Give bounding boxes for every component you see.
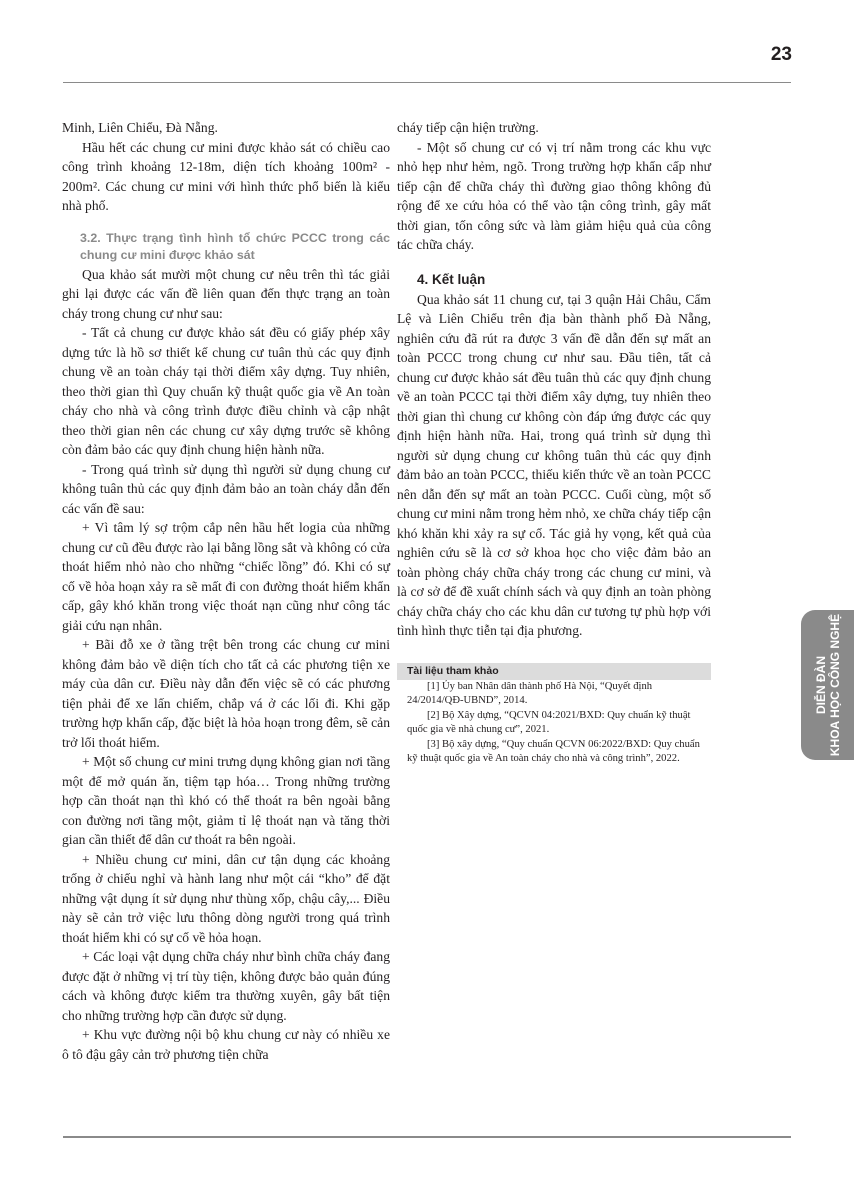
section-side-tab: [801, 610, 854, 760]
paragraph: + Bãi đỗ xe ở tầng trệt bên trong các chung cư mini không đảm bảo về diện tích cho tất cả các phương tiện xe máy của dân cư. Điều này dẫn đến việc sẽ có các phương tiện phải để xe lấn chiếm, chắp vá ở các lối đi. Khi gặp trường hợp khẩn cấp, đặc biệt là hỏa hoạn trong đêm, sẽ cản trở lối thoát hiểm.: [62, 637, 390, 750]
reference-item: [1] Ủy ban Nhân dân thành phố Hà Nội, “Quyết định 24/2014/QĐ-UBND”, 2014.: [407, 680, 653, 707]
paragraph: - Trong quá trình sử dụng thì người sử dụng chung cư không tuân thủ các quy định đảm bảo an toàn cháy dẫn đến các vấn đề sau:: [62, 461, 390, 516]
paragraph: Qua khảo sát mười một chung cư nêu trên thì tác giải ghi lại được các vấn đề liên quan đến thực trạng an toàn cháy trong chung cư như sau:: [62, 266, 390, 321]
reference-item: [3] Bộ xây dựng, “Quy chuẩn QCVN 06:2022/BXD: Quy chuẩn kỹ thuật quốc gia về An toàn cháy cho nhà và công trình”, 2022.: [407, 738, 700, 765]
side-tab-line: KHOA HỌC CÔNG NGHỆ: [827, 613, 842, 757]
paragraph: Hầu hết các chung cư mini được khảo sát có chiều cao công trình khoảng 12-18m, diện tích khoảng 100m² - 200m². Các chung cư mini với hình thức phổ biến là kiểu nhà phố.: [62, 139, 390, 213]
paragraph: Qua khảo sát 11 chung cư, tại 3 quận Hải Châu, Cẩm Lệ và Liên Chiểu trên địa bàn thành phố Đà Nẵng, nghiên cứu đã rút ra được 3 vấn đề dẫn đến sự mất an toàn PCCC trong chung cư như sau. Đầu tiên, tất cả chung cư được khảo sát đều tuân thủ các quy định chung về an toàn PCCC tại thời điểm xây dựng, tuy nhiên theo thời gian thì chung cư không còn đáp ứng được các quy định hiện hành nữa. Hai, trong quá trình sử dụng thì người sử dụng chung cư không tuân thủ các quy định đảm bảo an toàn PCCC, thiếu kiến thức về an toàn PCCC nên dẫn đến sự mất an toàn PCCC. Cuối cùng, một số chung cư mini nằm trong hẻm nhỏ, xe chữa cháy tiếp cận khó khăn khi xảy ra sự cố. Tác giả hy vọng, kết quả của nghiên cứu sẽ là cơ sở khoa học cho việc đảm bảo an toàn phòng cháy chữa cháy trong các chung cư mini, và là cơ sở để đề xuất chính sách và quy định an toàn phòng cháy chữa cháy cho các khu dân cư tương tự phù hợp với tình hình thực tiễn tại địa phương.: [397, 291, 711, 638]
paragraph: - Tất cả chung cư được khảo sát đều có giấy phép xây dựng tức là hồ sơ thiết kế chung cư tuân thủ các quy định chung về an toàn cháy tại thời điểm xây dựng. Tuy nhiên, theo thời gian thì Quy chuẩn kỹ thuật quốc gia về An toàn cháy cho nhà và công trình được điều chỉnh và cập nhật theo thời gian nên các chung cư xây dựng trước sẽ không còn đảm bảo các quy định chung hiện hành nữa.: [62, 325, 390, 457]
footer-divider: [63, 1136, 791, 1138]
paragraph: + Các loại vật dụng chữa cháy như bình chữa cháy đang được đặt ở những vị trí tùy tiện, không được bảo quản đúng cách và không được kiểm tra thường xuyên, gây bất tiện cho những trường hợp cần được sử dụng.: [62, 949, 390, 1023]
subsection-heading: 3.2. Thực trạng tình hình tổ chức PCCC trong các chung cư mini được khảo sát: [80, 230, 390, 262]
header-divider: [63, 82, 791, 83]
paragraph: + Nhiều chung cư mini, dân cư tận dụng các khoảng trống ở chiếu nghỉ và hành lang như một cái “kho” để đặt những vật dụng ít sử dụng như thùng xốp, chậu cây,... Điều này sẽ cản trở việc lưu thông dòng người trong quá trình thoát hiểm khi có sự cố về hỏa hoạn.: [62, 851, 390, 945]
paragraph: cháy tiếp cận hiện trường.: [397, 120, 539, 135]
section-heading: 4. Kết luận: [417, 271, 486, 287]
reference-item: [2] Bộ Xây dựng, “QCVN 04:2021/BXD: Quy chuẩn kỹ thuật quốc gia về nhà chung cư”, 2021.: [407, 709, 691, 736]
references-title: Tài liệu tham khảo: [397, 663, 711, 680]
paragraph: + Một số chung cư mini trưng dụng không gian nơi tầng một để mở quán ăn, tiệm tạp hóa… Trong những trường hợp cần thoát nạn thì khó có thể thoát ra bên ngoài bằng con đường nơi tầng một, giảm tỉ lệ thoát nạn và tăng thời gian cần thiết để dân cư thoát ra bên ngoài.: [62, 754, 390, 847]
paragraph: Minh, Liên Chiểu, Đà Nẵng.: [62, 120, 218, 135]
side-tab-line: DIỄN ĐÀN: [813, 655, 828, 715]
paragraph: + Khu vực đường nội bộ khu chung cư này có nhiều xe ô tô đậu gây cản trở phương tiện chữa: [62, 1027, 390, 1062]
page-number: 23: [770, 44, 792, 65]
right-column: [397, 118, 711, 767]
paragraph: - Một số chung cư có vị trí nằm trong các khu vực nhỏ hẹp như hẻm, ngõ. Trong trường hợp khẩn cấp như tiếp cận để chữa cháy thì đường giao thông không đủ rộng để xe cứu hỏa có thể vào tận công trình, gây mất thời gian, tốn công sức và làm giảm hiệu quả của công tác chữa cháy.: [397, 139, 711, 252]
paragraph: + Vì tâm lý sợ trộm cắp nên hầu hết logia của những chung cư cũ đều được rào lại bằng lồng sắt và không có cửa thoát hiểm nhỏ nào cho những “chiếc lồng” đó. Khi có sự cố về hỏa hoạn xảy ra sẽ mất đi con đường thoát hiểm khẩn cấp, gây khó khăn trong việc thoát nạn cũng như công tác giải cứu nạn nhân.: [62, 520, 390, 633]
references: [397, 663, 711, 768]
left-column: [62, 118, 390, 1064]
side-tab-label: [814, 614, 842, 756]
